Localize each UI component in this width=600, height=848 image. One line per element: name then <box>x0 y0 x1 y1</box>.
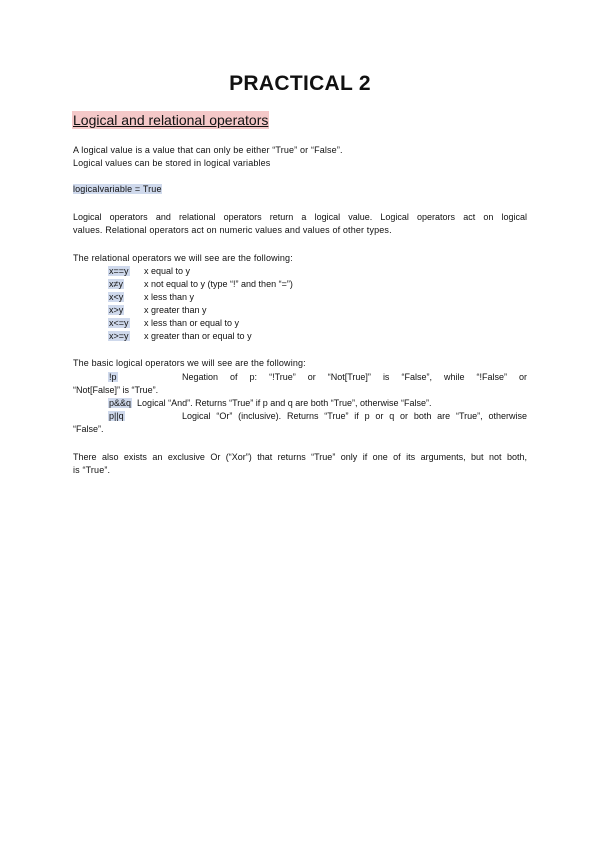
logical-and-description: Logical “And”. Returns “True” if p and q are both “True”, otherwise “False”. <box>137 398 432 408</box>
logical-not-row <box>108 371 527 384</box>
relational-description: x greater than y <box>144 305 207 315</box>
logical-not-continuation: “Not[False]” is “True”. <box>73 385 159 395</box>
relational-row <box>108 278 293 291</box>
relational-row <box>108 330 252 343</box>
intro-line-1: A logical value is a value that can only be either “True” or “False”. <box>73 145 343 155</box>
logical-not-description: Negation of p: “!True” or “Not[True]” is “False”, while “!False” or <box>182 372 527 382</box>
page-title: PRACTICAL 2 <box>229 72 371 95</box>
logical-not-operator: !p <box>109 372 117 382</box>
relational-row <box>108 304 207 317</box>
logical-or-description: Logical “Or” (inclusive). Returns “True” if p or q or both are “True”, otherwise <box>182 411 527 421</box>
relational-operator: x<=y <box>109 318 129 328</box>
logical-or-operator: p||q <box>109 411 124 421</box>
relational-row <box>108 291 194 304</box>
intro-line-2: Logical values can be stored in logical variables <box>73 158 271 168</box>
logical-and-row <box>108 397 527 410</box>
xor-line-1: There also exists an exclusive Or (“Xor”) that returns “True” only if one of its arguments, but not both, <box>73 452 527 462</box>
xor-line-2: is “True”. <box>73 465 111 475</box>
code-example-line <box>73 183 162 196</box>
logical-or-continuation: “False”. <box>73 424 104 434</box>
relational-description: x equal to y <box>144 266 191 276</box>
code-example: logicalvariable = True <box>73 184 162 194</box>
relational-operator: x>y <box>109 305 124 315</box>
relational-description: x greater than or equal to y <box>144 331 252 341</box>
paragraph2-line-2: values. Relational operators act on numeric values and values of other types. <box>73 225 392 235</box>
relational-description: x less than or equal to y <box>144 318 240 328</box>
relational-operator: x>=y <box>109 331 129 341</box>
logical-and-operator: p&&q <box>109 398 132 408</box>
paragraph2-line-1: Logical operators and relational operators return a logical value. Logical operators act on logical <box>73 212 527 222</box>
relational-description: x not equal to y (type “!” and then “=”) <box>144 279 293 289</box>
relational-operator: x==y <box>109 266 129 276</box>
relational-operator: x≠y <box>109 279 123 289</box>
relational-row <box>108 265 190 278</box>
relational-description: x less than y <box>144 292 195 302</box>
relational-intro: The relational operators we will see are the following: <box>73 253 293 263</box>
relational-operator: x<y <box>109 292 124 302</box>
logical-intro: The basic logical operators we will see are the following: <box>73 358 306 368</box>
section-heading: Logical and relational operators <box>73 112 269 128</box>
logical-or-row <box>108 410 527 423</box>
relational-row <box>108 317 239 330</box>
